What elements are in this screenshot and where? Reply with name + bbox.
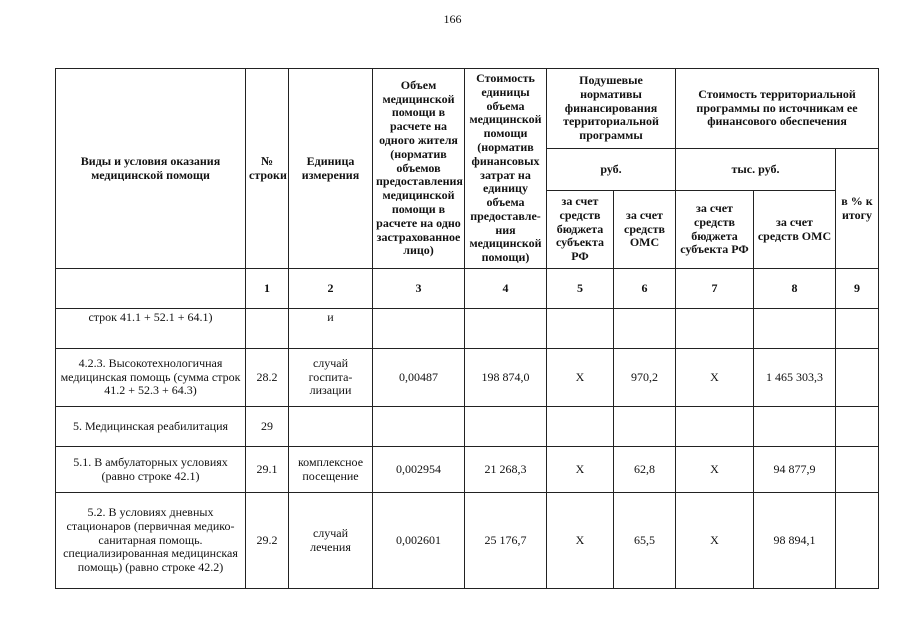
row-cost: 198 874,0	[465, 349, 547, 407]
row-percent	[836, 349, 879, 407]
header-unit: Единица измерения	[289, 69, 373, 269]
column-number: 4	[465, 269, 547, 309]
row-cost: 21 268,3	[465, 447, 547, 493]
row-line: 29.1	[246, 447, 289, 493]
row-kind: строк 41.1 + 52.1 + 64.1)	[56, 309, 246, 349]
column-number	[56, 269, 246, 309]
row-budget-thousand	[676, 309, 754, 349]
row-line: 29	[246, 407, 289, 447]
column-number: 7	[676, 269, 754, 309]
header-kind: Виды и условия оказания медицинской помощи	[56, 69, 246, 269]
header-budget-rub: за счет средств бюджета субъекта РФ	[547, 191, 614, 269]
header-oms-thousand: за счет средств ОМС	[754, 191, 836, 269]
row-budget-thousand: X	[676, 493, 754, 589]
row-cost	[465, 407, 547, 447]
table-row	[56, 349, 879, 407]
row-oms-rub	[614, 309, 676, 349]
financing-table	[55, 68, 879, 589]
row-line: 28.2	[246, 349, 289, 407]
column-number-row	[56, 269, 879, 309]
row-oms-rub: 65,5	[614, 493, 676, 589]
header-line-number: № строки	[246, 69, 289, 269]
column-number: 5	[547, 269, 614, 309]
table-row	[56, 407, 879, 447]
row-oms-thousand: 98 894,1	[754, 493, 836, 589]
row-unit: случай лечения	[289, 493, 373, 589]
row-unit: и	[289, 309, 373, 349]
header-unit-cost: Стоимость единицы объема медицинской помощи (норматив финансовых затрат на единицу объема предоставле-ния медицинской помощи)	[465, 69, 547, 269]
column-number: 1	[246, 269, 289, 309]
column-number: 3	[373, 269, 465, 309]
row-cost	[465, 309, 547, 349]
row-oms-thousand: 1 465 303,3	[754, 349, 836, 407]
row-oms-thousand: 94 877,9	[754, 447, 836, 493]
row-oms-rub: 970,2	[614, 349, 676, 407]
row-percent	[836, 493, 879, 589]
row-budget-rub: X	[547, 493, 614, 589]
row-oms-thousand	[754, 407, 836, 447]
header-thousand-rub: тыс. руб.	[676, 149, 836, 191]
row-kind: 5. Медицинская реабилитация	[56, 407, 246, 447]
row-cost: 25 176,7	[465, 493, 547, 589]
header-oms-rub: за счет средств ОМС	[614, 191, 676, 269]
header-rub: руб.	[547, 149, 676, 191]
row-unit: случай госпита-лизации	[289, 349, 373, 407]
row-budget-rub	[547, 309, 614, 349]
column-number: 9	[836, 269, 879, 309]
column-number: 6	[614, 269, 676, 309]
table-row	[56, 309, 879, 349]
header-per-capita-norms: Подушевые нормативы финансирования территориальной программы	[547, 69, 676, 149]
row-unit	[289, 407, 373, 447]
table-row	[56, 447, 879, 493]
row-percent	[836, 309, 879, 349]
row-volume: 0,00487	[373, 349, 465, 407]
row-budget-rub: X	[547, 349, 614, 407]
row-budget-thousand: X	[676, 447, 754, 493]
header-volume: Объем медицинской помощи в расчете на одного жителя (норматив объемов предоставления медицинской помощи в расчете на одно застрахованное лицо)	[373, 69, 465, 269]
row-oms-rub	[614, 407, 676, 447]
row-oms-thousand	[754, 309, 836, 349]
row-volume	[373, 309, 465, 349]
row-unit: комплексное посещение	[289, 447, 373, 493]
row-budget-thousand: X	[676, 349, 754, 407]
row-oms-rub: 62,8	[614, 447, 676, 493]
row-volume: 0,002954	[373, 447, 465, 493]
row-budget-rub: X	[547, 447, 614, 493]
page-number: 166	[443, 12, 462, 26]
row-kind: 5.1. В амбулаторных условиях (равно строке 42.1)	[56, 447, 246, 493]
row-budget-thousand	[676, 407, 754, 447]
column-number: 8	[754, 269, 836, 309]
table-row	[56, 493, 879, 589]
row-line	[246, 309, 289, 349]
row-kind: 4.2.3. Высокотехнологичная медицинская помощь (сумма строк 41.2 + 52.3 + 64.3)	[56, 349, 246, 407]
row-percent	[836, 407, 879, 447]
row-volume	[373, 407, 465, 447]
row-volume: 0,002601	[373, 493, 465, 589]
header-percent: в % к итогу	[836, 149, 879, 269]
row-line: 29.2	[246, 493, 289, 589]
row-percent	[836, 447, 879, 493]
row-budget-rub	[547, 407, 614, 447]
row-kind: 5.2. В условиях дневных стационаров (первичная медико-санитарная помощь. специализированная медицинская помощь) (равно строке 42.2)	[56, 493, 246, 589]
column-number: 2	[289, 269, 373, 309]
header-row-1	[56, 69, 879, 149]
header-program-cost: Стоимость территориальной программы по источникам ее финансового обеспечения	[676, 69, 879, 149]
header-budget-thousand: за счет средств бюджета субъекта РФ	[676, 191, 754, 269]
